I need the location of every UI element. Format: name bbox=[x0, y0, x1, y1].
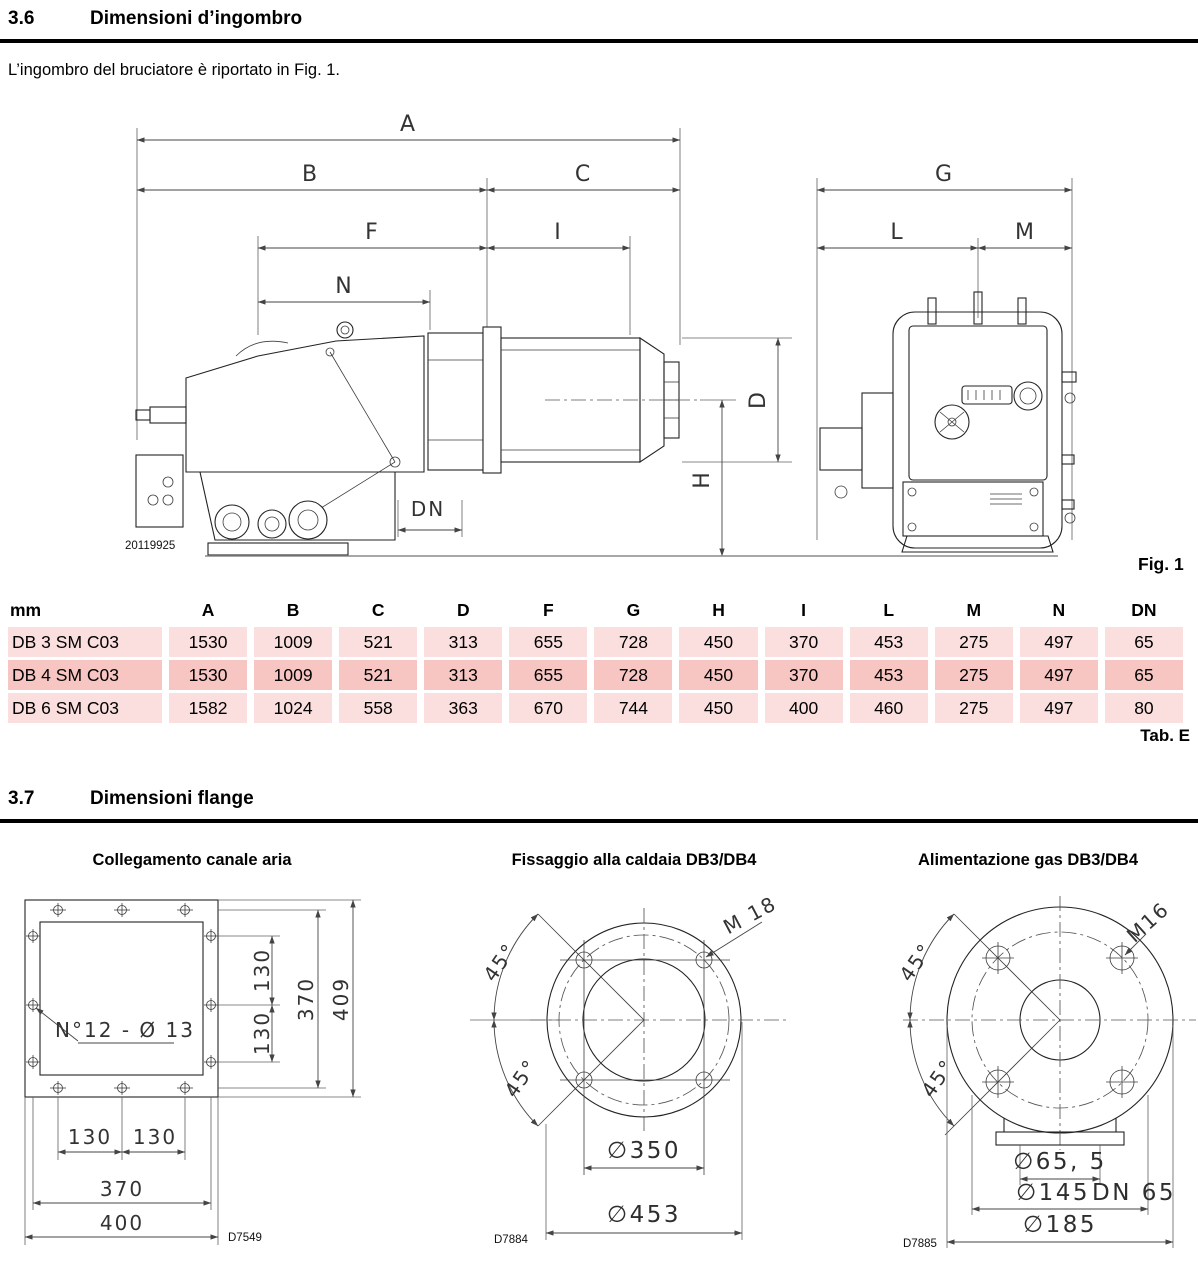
col-H: H bbox=[679, 599, 757, 624]
air-flange-code: D7549 bbox=[228, 1232, 262, 1244]
section-37-title: Dimensioni flange bbox=[90, 788, 254, 809]
col-B: B bbox=[254, 599, 332, 624]
col-M: M bbox=[935, 599, 1013, 624]
dim-label-C: C bbox=[574, 162, 592, 187]
col-A: A bbox=[169, 599, 247, 624]
dim-label-B: B bbox=[301, 162, 319, 187]
dim-label-F: F bbox=[365, 220, 379, 245]
air-dim-130-bot: 130 bbox=[250, 1010, 274, 1056]
gas-flange-code: D7885 bbox=[903, 1238, 937, 1250]
table-row: DB 3 SM C03 1530 1009 521 313 655 728 450 370 453 275 497 65 bbox=[8, 627, 1183, 657]
model-cell: DB 3 SM C03 bbox=[8, 627, 162, 657]
col-C: C bbox=[339, 599, 417, 624]
dimension-lines bbox=[137, 140, 1072, 302]
gas-dia-outer: ∅185 bbox=[1023, 1212, 1097, 1238]
intro-text: L’ingombro del bruciatore è riportato in Fig. 1. bbox=[8, 61, 341, 79]
air-flange-bolt-holes bbox=[26, 903, 218, 1095]
boiler-angle-top: 45° bbox=[478, 938, 522, 986]
section-37-heading bbox=[0, 780, 1198, 823]
boiler-dia-inner: ∅350 bbox=[607, 1138, 681, 1164]
flange-gas-title: Alimentazione gas DB3/DB4 bbox=[917, 851, 1139, 869]
dimension-table bbox=[1, 596, 1190, 726]
table-caption: Tab. E bbox=[1140, 726, 1190, 745]
air-dim-409: 409 bbox=[329, 976, 353, 1022]
gas-dn-label: DN 65 bbox=[1092, 1180, 1176, 1206]
flange-air-title: Collegamento canale aria bbox=[92, 851, 292, 869]
col-L: L bbox=[850, 599, 928, 624]
col-I: I bbox=[765, 599, 843, 624]
dim-label-L: L bbox=[890, 220, 904, 245]
air-dim-130-r: 130 bbox=[132, 1125, 178, 1149]
drawing-code: 20119925 bbox=[125, 540, 176, 552]
d-h-dimensions bbox=[682, 338, 792, 556]
boiler-dia-outer: ∅453 bbox=[607, 1202, 681, 1228]
gas-dia-bore: ∅65, 5 bbox=[1013, 1149, 1107, 1175]
table-header-row bbox=[8, 599, 1183, 624]
dim-label-H: H bbox=[690, 471, 715, 489]
model-cell: DB 6 SM C03 bbox=[8, 693, 162, 723]
air-dim-130-l: 130 bbox=[67, 1125, 113, 1149]
col-G: G bbox=[594, 599, 672, 624]
gas-dia-mid: ∅145 bbox=[1016, 1180, 1090, 1206]
boiler-angle-bottom: 45° bbox=[499, 1054, 543, 1102]
table-row: DB 6 SM C03 1582 1024 558 363 670 744 450 400 460 275 497 80 bbox=[8, 693, 1183, 723]
air-dim-130-top: 130 bbox=[250, 947, 274, 993]
gas-bolt-label: M16 bbox=[1121, 896, 1175, 948]
dim-label-N: N bbox=[335, 274, 353, 299]
gas-angle-top: 45° bbox=[894, 938, 938, 986]
boiler-flange-code: D7884 bbox=[494, 1234, 528, 1246]
flange-drawings bbox=[0, 888, 1198, 1282]
figure-caption: Fig. 1 bbox=[1138, 554, 1184, 574]
air-flange-drawing bbox=[25, 900, 361, 1245]
section-37-number: 3.7 bbox=[8, 788, 35, 809]
dim-label-A: A bbox=[399, 112, 417, 137]
air-dim-370-h: 370 bbox=[99, 1177, 145, 1201]
dim-label-D: D bbox=[746, 391, 771, 409]
air-flange-hole-note: N°12 - Ø 13 bbox=[55, 1018, 195, 1042]
col-N: N bbox=[1020, 599, 1098, 624]
section-36-heading bbox=[0, 0, 1198, 43]
section-36-number: 3.6 bbox=[8, 8, 35, 29]
col-F: F bbox=[509, 599, 587, 624]
dim-label-DN: DN bbox=[410, 497, 446, 521]
dim-label-G: G bbox=[934, 162, 954, 187]
col-DN: DN bbox=[1105, 599, 1183, 624]
boiler-bolt-label: M 18 bbox=[719, 891, 781, 939]
section-36-title: Dimensioni d’ingombro bbox=[90, 8, 303, 29]
burner-front-view bbox=[820, 292, 1076, 552]
burner-dimension-drawing bbox=[0, 100, 1198, 570]
col-unit: mm bbox=[8, 599, 162, 624]
model-cell: DB 4 SM C03 bbox=[8, 660, 162, 690]
air-dim-370-v: 370 bbox=[294, 976, 318, 1022]
flange-boiler-title: Fissaggio alla caldaia DB3/DB4 bbox=[511, 851, 757, 869]
gas-angle-bottom: 45° bbox=[916, 1054, 960, 1102]
col-D: D bbox=[424, 599, 502, 624]
air-dim-400: 400 bbox=[99, 1211, 145, 1235]
table-row: DB 4 SM C03 1530 1009 521 313 655 728 450 370 453 275 497 65 bbox=[8, 660, 1183, 690]
dim-label-I: I bbox=[554, 220, 562, 245]
dim-label-M: M bbox=[1015, 220, 1035, 245]
